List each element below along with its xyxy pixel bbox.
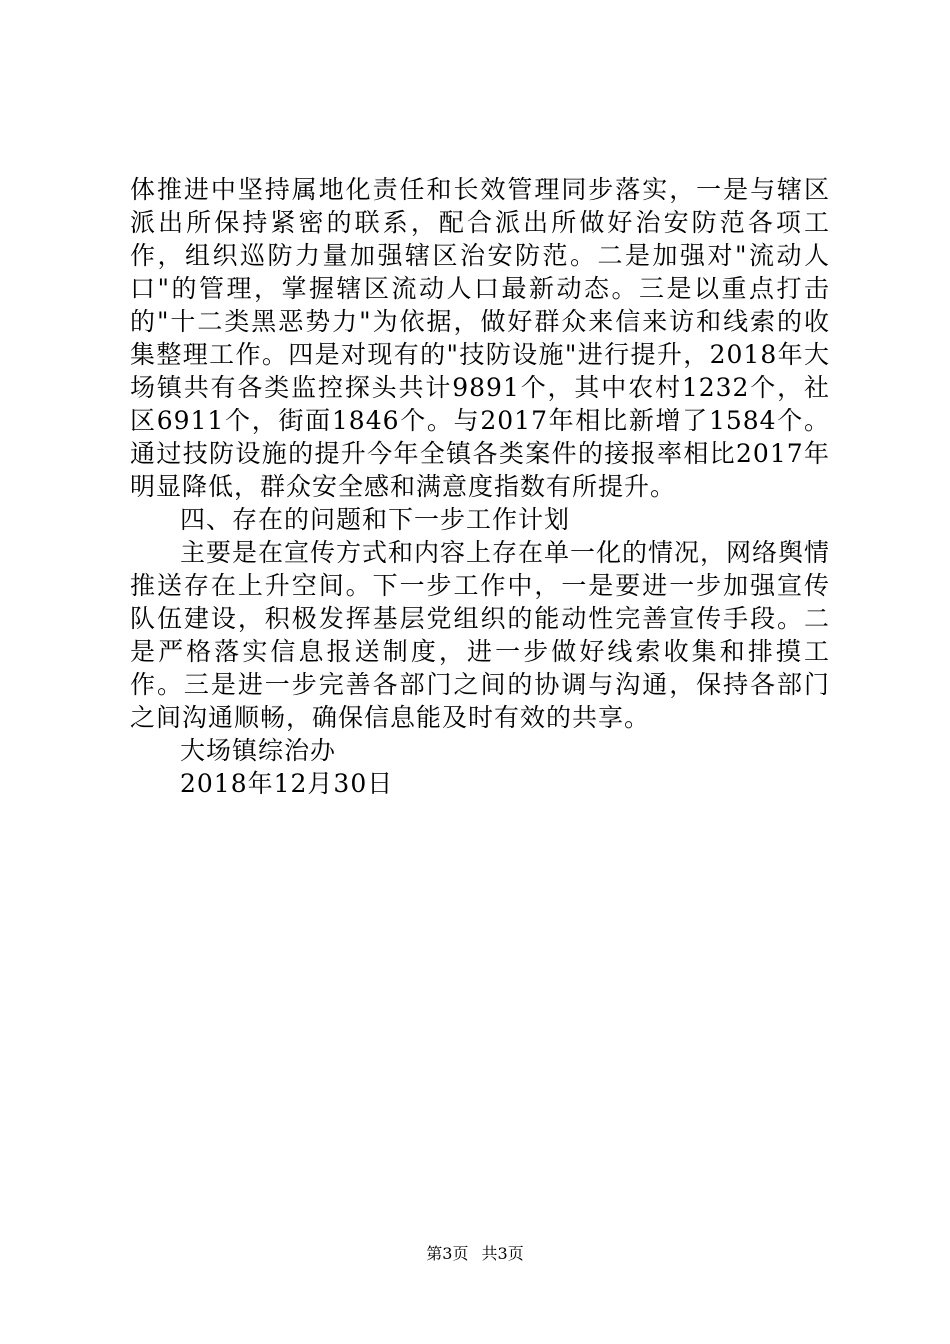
page-footer [0,1244,950,1264]
document-body [130,173,830,800]
section-heading: 四、存在的问题和下一步工作计划 [180,505,571,534]
page-number-current: 第3页 [426,1244,469,1263]
paragraph-problems-plan: 主要是在宣传方式和内容上存在单一化的情况，网络舆情推送存在上升空间。下一步工作中，一是要进一步加强宣传队伍建设，积极发挥基层党组织的能动性完善宣传手段。二是严格落实信息报送制度，进一步做好线索收集和排摸工作。三是进一步完善各部门之间的协调与沟通，保持各部门之间沟通顺畅，确保信息能及时有效的共享。 [130,538,831,732]
paragraph-public-security: 体推进中坚持属地化责任和长效管理同步落实，一是与辖区派出所保持紧密的联系，配合派出所做好治安防范各项工作，组织巡防力量加强辖区治安防范。二是加强对"流动人口"的管理，掌握辖区流动人口最新动态。三是以重点打击的"十二类黑恶势力"为依据，做好群众来信来访和线索的收集整理工作。四是对现有的"技防设施"进行提升，2018年大场镇共有各类监控探头共计9891个，其中农村1232个，社区6911个，街面1846个。与2017年相比新增了1584个。通过技防设施的提升今年全镇各类案件的接报率相比2017年明显降低，群众安全感和满意度指数有所提升。 [130,175,830,501]
page-number-total: 共3页 [481,1244,524,1263]
signature-org: 大场镇综治办 [180,736,337,765]
signature-date: 2018年12月30日 [180,769,394,798]
